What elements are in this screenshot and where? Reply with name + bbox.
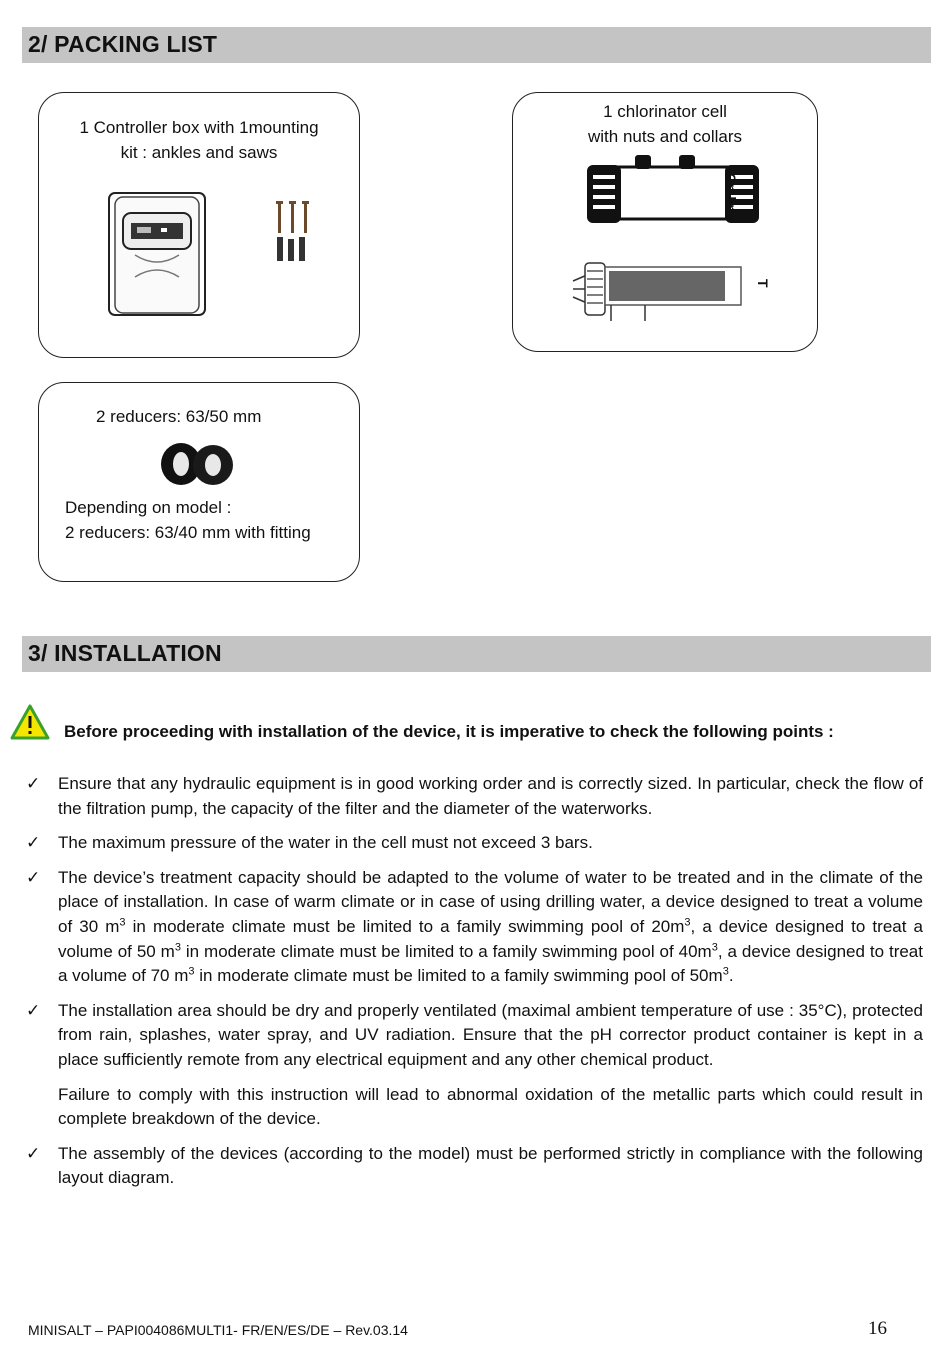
item-text — [58, 866, 923, 989]
footer-doc-ref: MINISALT – PAPI004086MULTI1- FR/EN/ES/DE – Rev.03.14 — [28, 1322, 408, 1338]
text-run: in moderate climate must be limited to a family swimming pool of 50m — [194, 966, 723, 986]
item-text: The assembly of the devices (according to the model) must be performed strictly in compliance with the following layout diagram. — [58, 1143, 923, 1188]
section-header-installation — [22, 636, 931, 672]
packing-item-controller — [38, 92, 360, 358]
text-run: The device’s treatment capacity should be adapted to the volume of water to be treated and in the climate of the place of installation. In case of warm climate or in case of using drilling water, a device designed to treat a volume of 30 m — [58, 867, 923, 936]
list-item — [26, 866, 923, 989]
item-text: Failure to comply with this instruction will lead to abnormal oxidation of the metallic parts which could result in complete breakdown of the device. — [58, 1084, 923, 1129]
controller-caption — [39, 115, 359, 165]
check-icon: ✓ — [26, 1143, 41, 1164]
item-text: Ensure that any hydraulic equipment is in good working order and is correctly sized. In particular, check the flow of the filtration pump, the capacity of the filter and the diameter of the waterworks. — [58, 774, 923, 818]
packing-item-chlorinator-cell — [512, 92, 818, 352]
list-item — [26, 999, 923, 1132]
check-icon: ✓ — [26, 867, 41, 888]
text-run: , a device designed to treat a volume of 50 m — [58, 916, 923, 961]
packing-item-reducers — [38, 382, 360, 582]
text-run: , a device designed to treat a volume of 70 m — [58, 941, 923, 986]
item-text: The maximum pressure of the water in the cell must not exceed 3 bars. — [58, 833, 593, 853]
caption-line: with nuts and collars — [587, 127, 743, 146]
superscript: 3 — [722, 965, 729, 978]
reducers-caption: 2 reducers: 63/50 mm — [96, 407, 262, 426]
superscript: 3 — [684, 916, 691, 929]
check-icon: ✓ — [26, 833, 41, 854]
installation-checklist — [26, 772, 923, 1201]
mounting-kit-image — [271, 199, 321, 265]
label-online: On line — [723, 173, 739, 221]
installation-warning: Before proceeding with installation of the device, it is imperative to check the following points : — [64, 722, 834, 741]
page-number: 16 — [868, 1318, 887, 1339]
check-icon: ✓ — [26, 1000, 41, 1021]
superscript: 3 — [119, 916, 126, 929]
caption-line: 1 chlorinator cell — [603, 102, 727, 121]
section-title: 2/ PACKING LIST — [28, 31, 218, 57]
superscript: 3 — [174, 940, 181, 953]
list-item — [26, 772, 923, 821]
cell-electrode-image — [571, 257, 747, 323]
controller-box-image — [105, 191, 209, 317]
superscript: 3 — [188, 965, 195, 978]
list-item — [26, 1142, 923, 1191]
superscript: 3 — [711, 940, 718, 953]
reducers-model-note — [65, 495, 311, 545]
caption-line: 1 Controller box with 1mounting — [79, 118, 319, 137]
caption-line: kit : ankles and saws — [120, 143, 278, 162]
caption-line: 2 reducers: 63/40 mm with fitting — [65, 523, 311, 542]
warning-triangle-icon — [10, 704, 50, 740]
text-run: in moderate climate must be limited to a family swimming pool of 20m — [125, 916, 685, 936]
text-run: in moderate climate must be limited to a family swimming pool of 40m — [180, 941, 712, 961]
cell-caption — [513, 99, 817, 149]
item-text: The installation area should be dry and properly ventilated (maximal ambient temperature of use : 35°C), protected from rain, splashes, water spray, and UV radiation. Ensure that the pH corrector product container is kept in a place sufficiently remote from any electrical equipment and any other chemical product. — [58, 1000, 923, 1069]
section-title: 3/ INSTALLATION — [28, 640, 222, 666]
section-header-packing-list — [22, 27, 931, 63]
label-t: T — [755, 279, 771, 288]
reducers-image — [159, 441, 235, 487]
list-item — [26, 831, 923, 856]
text-run: . — [728, 966, 734, 986]
check-icon: ✓ — [26, 774, 41, 794]
caption-line: Depending on model : — [65, 498, 232, 517]
